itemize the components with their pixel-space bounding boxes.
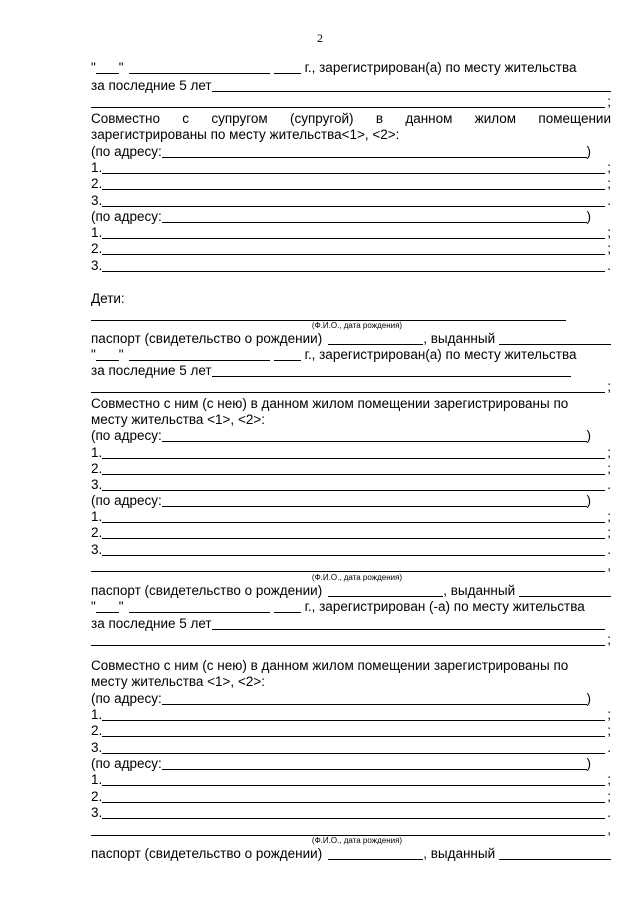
person-blank[interactable] <box>102 161 605 174</box>
child-together-line-2: месту жительства <1>, <2>: <box>91 674 265 689</box>
person-line: 1. ; <box>91 160 611 175</box>
month-blank[interactable] <box>129 600 270 613</box>
person-line: 1. ; <box>91 225 611 240</box>
passport-line: паспорт (свидетельство о рождении) , выданный <box>91 846 611 862</box>
address-line: (по адресу: ) <box>91 209 591 224</box>
child-fio-line: , <box>91 558 611 574</box>
passport-blank[interactable] <box>328 332 423 345</box>
person-line: 2. ; <box>91 723 611 738</box>
person-blank[interactable] <box>102 790 605 803</box>
address-blank[interactable] <box>162 757 587 770</box>
person-blank[interactable] <box>102 773 605 786</box>
person-blank[interactable] <box>102 259 605 272</box>
fio-caption: (Ф.И.О., дата рождения) <box>311 321 403 330</box>
passport-line: паспорт (свидетельство о рождении) , выданный <box>91 583 611 599</box>
person-line: 1. ; <box>91 509 611 524</box>
person-blank[interactable] <box>102 177 605 190</box>
person-blank[interactable] <box>102 478 605 491</box>
last5-blank-2[interactable] <box>91 95 605 108</box>
last5-line: за последние 5 лет <box>91 616 605 632</box>
address-blank[interactable] <box>162 145 587 158</box>
person-line: 3. . <box>91 542 611 557</box>
last5-line: за последние 5 лет <box>91 363 571 379</box>
person-blank[interactable] <box>102 543 605 556</box>
last5-continuation: ; <box>91 632 611 648</box>
date-registration-line: " " г., зарегистрирован(а) по месту жительства <box>91 60 577 75</box>
person-blank[interactable] <box>102 226 605 239</box>
passport-line: паспорт (свидетельство о рождении) , выданный <box>91 331 611 347</box>
person-blank[interactable] <box>102 194 605 207</box>
date-registration-line: " " г., зарегистрирован (-а) по месту жительства <box>91 599 585 614</box>
issued-blank[interactable] <box>519 584 611 597</box>
address-line: (по адресу: ) <box>91 428 591 443</box>
last5-blank[interactable] <box>212 364 571 377</box>
date-registration-line: " " г., зарегистрирован(а) по месту жительства <box>91 347 577 362</box>
last5-blank[interactable] <box>212 79 611 92</box>
address-line: (по адресу: ) <box>91 756 591 771</box>
day-blank[interactable] <box>96 61 119 74</box>
page-number: 2 <box>317 31 323 45</box>
last5-line: за последние 5 лет <box>91 78 611 94</box>
spouse-together-line-2: зарегистрированы по месту жительства<1>, <2>: <box>91 127 400 142</box>
month-blank[interactable] <box>129 61 270 74</box>
passport-blank[interactable] <box>328 584 443 597</box>
person-blank[interactable] <box>102 462 605 475</box>
person-blank[interactable] <box>102 724 605 737</box>
person-line: 2. ; <box>91 789 611 804</box>
person-blank[interactable] <box>102 526 605 539</box>
person-line: 2. ; <box>91 176 611 191</box>
child-together-line: Совместно с ним (с нею) в данном жилом помещении зарегистрированы по <box>91 658 569 673</box>
person-blank[interactable] <box>102 741 605 754</box>
fio-caption: (Ф.И.О., дата рождения) <box>311 573 403 582</box>
issued-blank[interactable] <box>499 332 611 345</box>
person-line: 2. ; <box>91 461 611 476</box>
child-together-line: Совместно с ним (с нею) в данном жилом помещении зарегистрированы по <box>91 396 569 411</box>
address-line: (по адресу: ) <box>91 144 591 159</box>
fio-caption: (Ф.И.О., дата рождения) <box>311 836 403 845</box>
child-fio-blank[interactable] <box>91 308 566 321</box>
person-blank[interactable] <box>102 806 605 819</box>
person-line: 1. ; <box>91 707 611 722</box>
passport-blank[interactable] <box>328 847 423 860</box>
year-blank[interactable] <box>274 348 301 361</box>
child-fio-blank[interactable] <box>91 559 605 572</box>
person-line: 3. . <box>91 193 611 208</box>
year-blank[interactable] <box>274 600 301 613</box>
address-blank[interactable] <box>162 494 587 507</box>
address-blank[interactable] <box>162 210 587 223</box>
person-line: 3. . <box>91 477 611 492</box>
issued-blank[interactable] <box>499 847 611 860</box>
address-line: (по адресу: ) <box>91 691 591 706</box>
address-blank[interactable] <box>162 692 587 705</box>
last5-blank[interactable] <box>212 617 605 630</box>
address-line: (по адресу: ) <box>91 493 591 508</box>
last5-blank-2[interactable] <box>91 633 605 646</box>
day-blank[interactable] <box>96 348 119 361</box>
person-blank[interactable] <box>102 708 605 721</box>
person-line: 2. ; <box>91 525 611 540</box>
person-blank[interactable] <box>102 446 605 459</box>
address-blank[interactable] <box>162 429 587 442</box>
month-blank[interactable] <box>129 348 270 361</box>
last5-continuation: ; <box>91 94 611 110</box>
spouse-together-line: Совместно с супругом (супругой) в данном жилом помещении <box>91 111 611 126</box>
person-line: 3. . <box>91 740 611 755</box>
person-blank[interactable] <box>102 510 605 523</box>
child-fio-line: , <box>91 822 611 838</box>
person-line: 3. . <box>91 805 611 820</box>
last5-blank-2[interactable] <box>91 380 605 393</box>
person-blank[interactable] <box>102 242 605 255</box>
year-blank[interactable] <box>274 61 301 74</box>
person-line: 3. . <box>91 258 611 273</box>
person-line: 2. ; <box>91 241 611 256</box>
child-fio-blank[interactable] <box>91 823 605 836</box>
person-line: 1. ; <box>91 445 611 460</box>
children-heading: Дети: <box>91 291 125 306</box>
person-line: 1. ; <box>91 772 611 787</box>
day-blank[interactable] <box>96 600 119 613</box>
child-together-line-2: месту жительства <1>, <2>: <box>91 412 265 427</box>
last5-continuation: ; <box>91 379 611 395</box>
